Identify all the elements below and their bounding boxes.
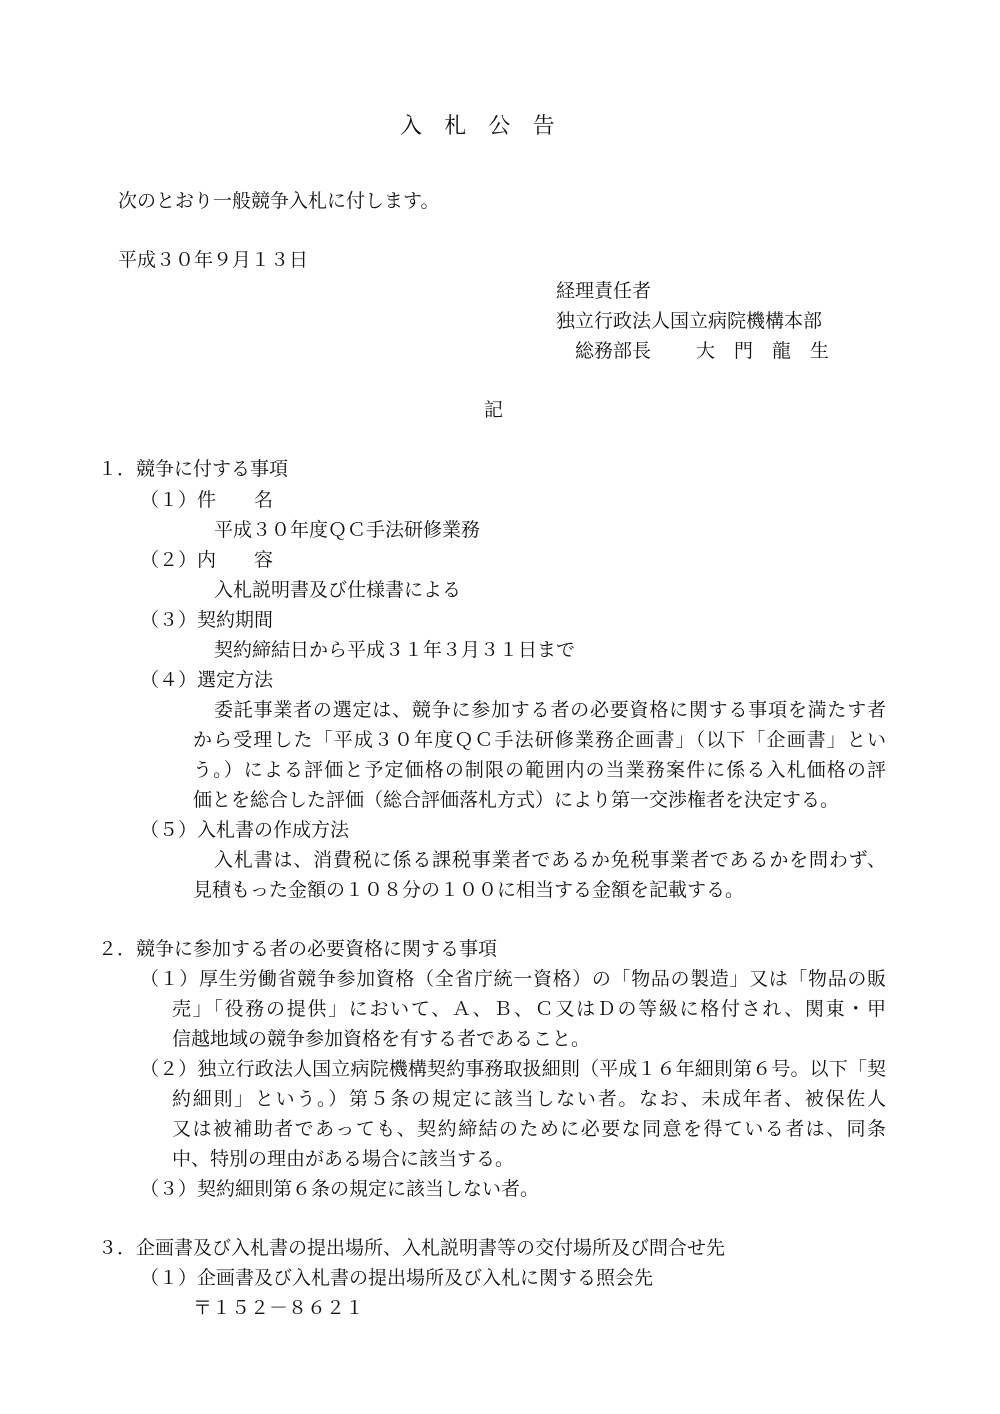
s2-item-3: （３）契約細則第６条の規定に該当しない者。 bbox=[140, 1178, 540, 1200]
page-title: 入 札 公 告 bbox=[400, 114, 555, 139]
s2-item-1-line: 売」「役務の提供」において、Ａ、Ｂ、Ｃ又はＤの等級に格付され、関東・甲 bbox=[172, 998, 886, 1020]
s2-item-2-line: （２）独立行政法人国立病院機構契約事務取扱細則（平成１６年細則第６号。以下「契 bbox=[140, 1058, 886, 1080]
section-2-heading: ２．競争に参加する者の必要資格に関する事項 bbox=[98, 938, 498, 960]
s1-item-2-value: 入札説明書及び仕様書による bbox=[214, 579, 462, 601]
s1-item-3-value: 契約締結日から平成３１年３月３１日まで bbox=[214, 639, 576, 661]
s2-item-1-line: 信越地域の競争参加資格を有する者であること。 bbox=[172, 1028, 591, 1050]
s1-item-4-line: う。）による評価と予定価格の制限の範囲内の当業務案件に係る入札価格の評 bbox=[193, 759, 886, 781]
s1-item-5-label: （５）入札書の作成方法 bbox=[140, 819, 350, 841]
s1-item-1-label: （１）件 名 bbox=[140, 489, 274, 511]
s3-item-1-label: （１）企画書及び入札書の提出場所及び入札に関する照会先 bbox=[140, 1267, 654, 1289]
section-3-heading: ３．企画書及び入札書の提出場所、入札説明書等の交付場所及び問合せ先 bbox=[98, 1237, 726, 1259]
s3-postal-code: 〒１５２－８６２１ bbox=[193, 1297, 365, 1319]
s1-item-5-line: 見積もった金額の１０８分の１００に相当する金額を記載する。 bbox=[193, 879, 745, 901]
notice-date: 平成３０年９月１３日 bbox=[118, 249, 309, 271]
s2-item-2-line: 中、特別の理由がある場合に該当する。 bbox=[172, 1148, 515, 1170]
s2-item-2-line: 又は被補助者であっても、契約締結のために必要な同意を得ている者は、同条 bbox=[172, 1118, 886, 1140]
s2-item-2-line: 約細則」という。）第５条の規定に該当しない者。なお、未成年者、被保佐人 bbox=[172, 1088, 886, 1110]
s1-item-4-line: 委託事業者の選定は、競争に参加する者の必要資格に関する事項を満たす者 bbox=[214, 699, 886, 721]
s1-item-4-line: から受理した「平成３０年度ＱＣ手法研修業務企画書」（以下「企画書」とい bbox=[193, 729, 886, 751]
section-1-heading: １．競争に付する事項 bbox=[98, 458, 289, 480]
ki-mark: 記 bbox=[484, 399, 504, 421]
s1-item-5-line: 入札書は、消費税に係る課税事業者であるか免税事業者であるかを問わず、 bbox=[214, 849, 886, 871]
s1-item-2-label: （２）内 容 bbox=[140, 549, 274, 571]
issuer-org: 独立行政法人国立病院機構本部 bbox=[556, 310, 823, 332]
intro-text: 次のとおり一般競争入札に付します。 bbox=[118, 190, 440, 212]
s2-item-1-line: （１）厚生労働省競争参加資格（全省庁統一資格）の「物品の製造」又は「物品の販 bbox=[140, 968, 886, 990]
issuer-position: 総務部長 bbox=[575, 340, 652, 362]
s1-item-1-value: 平成３０年度ＱＣ手法研修業務 bbox=[214, 519, 481, 541]
issuer-name: 大 門 龍 生 bbox=[696, 340, 830, 362]
s1-item-4-line: 価とを総合した評価（総合評価落札方式）により第一交渉権者を決定する。 bbox=[193, 789, 840, 811]
s1-item-4-label: （４）選定方法 bbox=[140, 669, 274, 691]
s1-item-3-label: （３）契約期間 bbox=[140, 609, 274, 631]
issuer-role: 経理責任者 bbox=[556, 280, 652, 302]
